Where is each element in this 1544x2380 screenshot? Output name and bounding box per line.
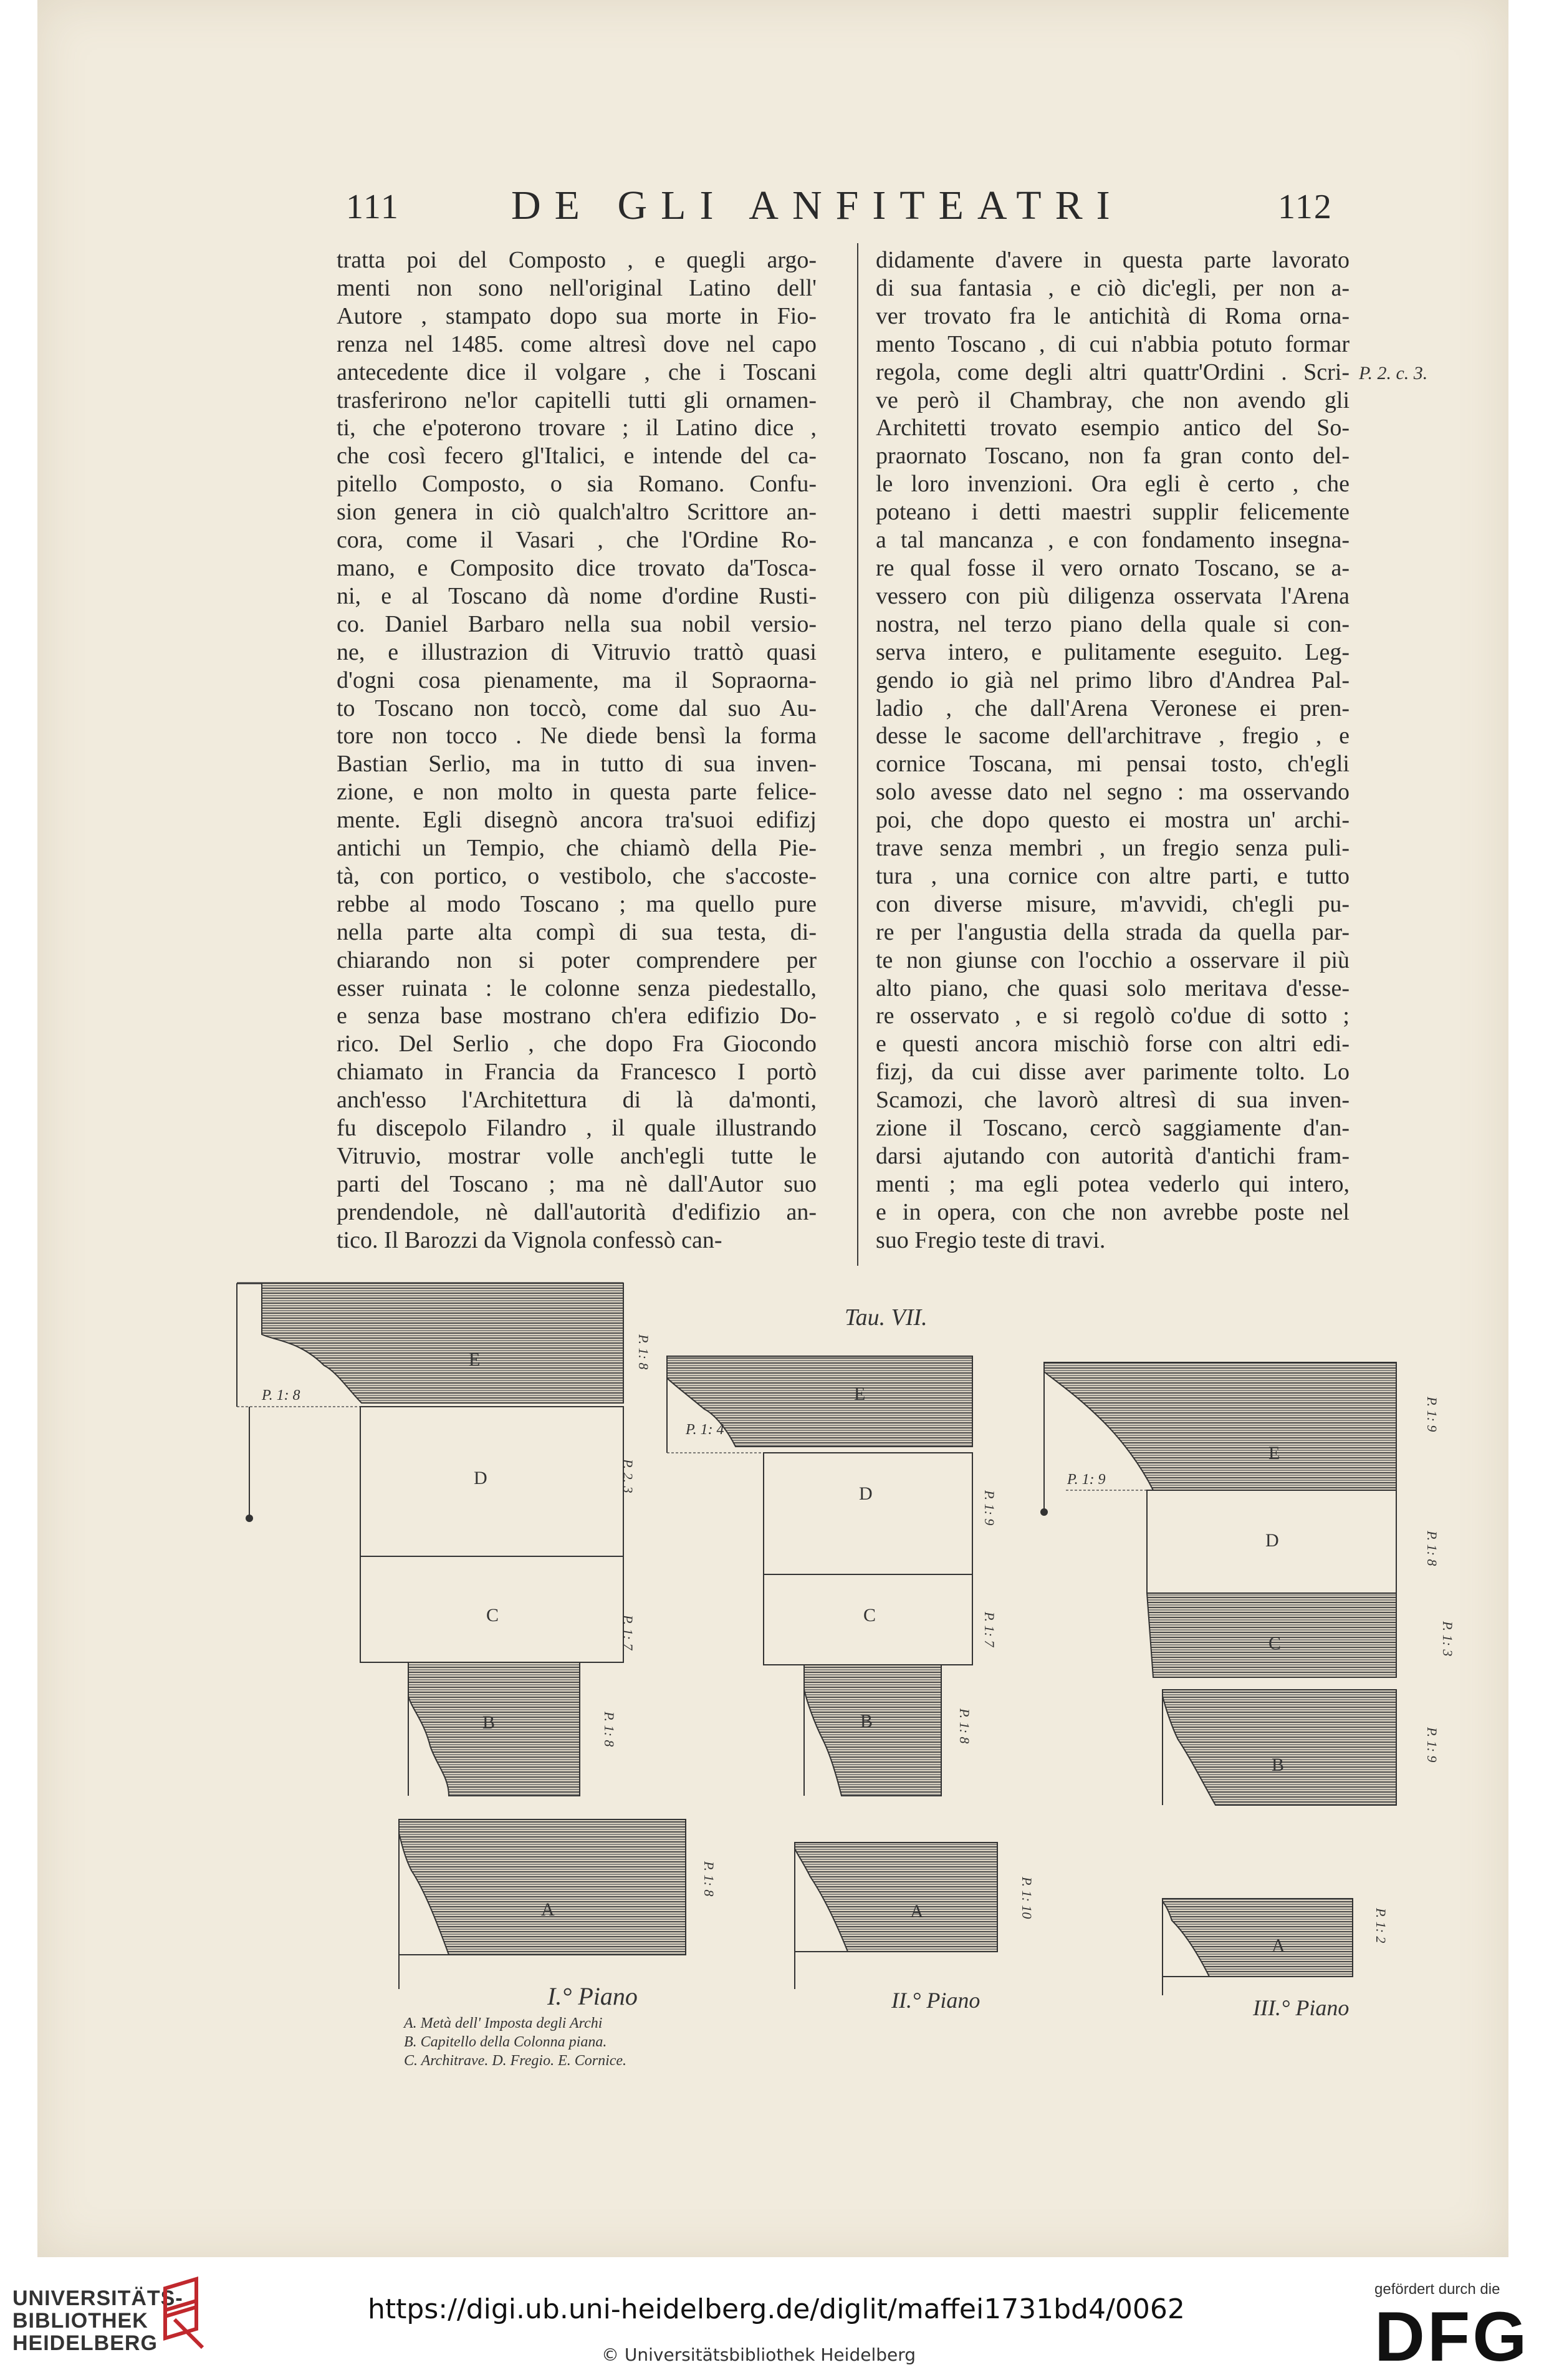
- text-line: re qual fosse il vero ornato Toscano, se a-: [876, 554, 1350, 581]
- frieze-d-block: [360, 1407, 623, 1556]
- text-line: esser ruinata : le colonne senza piedestallo,: [337, 975, 817, 1001]
- dimension-label: P. 1: 8: [262, 1387, 300, 1404]
- text-line: chiamato in Francia da Francesco I portò: [337, 1059, 817, 1086]
- text-line: vessero con più diligenza osservata l'Arena: [876, 582, 1350, 609]
- text-line: che così fecero gl'Italici, e intende del ca-: [337, 443, 817, 470]
- text-line: gendo io già nel primo libro d'Andrea Pal-: [876, 667, 1350, 693]
- label-e: E: [469, 1349, 481, 1370]
- label-b: B: [482, 1712, 496, 1733]
- text-line: e in opera, con che non avrebbe poste nel: [876, 1198, 1350, 1225]
- level-label-first: I.° Piano: [547, 1982, 638, 2010]
- dimension-label: P. 1: 8: [701, 1861, 717, 1897]
- text-line: regola, come degli altri quattr'Ordini . Scri-: [876, 359, 1350, 385]
- margin-note: P. 2. c. 3.: [1359, 363, 1428, 383]
- order-profile-first-level: [237, 1283, 717, 1989]
- dimension-label: P. 1: 8: [957, 1708, 972, 1744]
- text-line: ve però il Chambray, che non avendo gli: [876, 387, 1350, 413]
- text-line: fizj, da cui disse aver parimente tolto. Lo: [876, 1059, 1350, 1086]
- label-b: B: [860, 1711, 873, 1732]
- text-line: ver trovato fra le antichità di Roma orna-: [876, 302, 1350, 329]
- text-line: tà, con portico, o vestibolo, che s'accoste-: [337, 862, 817, 889]
- text-line: sion genera in ciò qualch'altro Scrittore an-: [337, 499, 817, 526]
- library-name-line: UNIVERSITÄTS-: [12, 2286, 183, 2310]
- text-line: rico. Del Serlio , che dopo Fra Giocondo: [337, 1031, 817, 1058]
- library-name-line: HEIDELBERG: [12, 2331, 158, 2355]
- text-line: poi, che dopo questo ei mostra un' archi-: [876, 807, 1350, 834]
- text-line: suo Fregio teste di travi.: [876, 1226, 1106, 1253]
- order-profile-third-level: [1040, 1362, 1455, 1995]
- dimension-label: P. 1: 9: [1424, 1397, 1440, 1432]
- text-line: mano, e Composito dice trovato da'Tosca-: [337, 554, 817, 581]
- cornice-e-profile: [262, 1283, 623, 1403]
- text-line: praornato Toscano, non fa gran conto del-: [876, 443, 1350, 470]
- text-line: antecedente dice il volgare , che i Toscani: [337, 359, 817, 385]
- library-logo-icon[interactable]: [159, 2276, 209, 2351]
- label-d: D: [859, 1483, 873, 1504]
- text-line: tico. Il Barozzi da Vignola confessò can-: [337, 1226, 722, 1253]
- label-e: E: [854, 1384, 866, 1404]
- text-line: zione, e non molto in questa parte felice-: [337, 779, 817, 806]
- text-line: re per l'angustia della strada da quella par-: [876, 918, 1350, 945]
- text-line: Bastian Serlio, ma in tutto di sua inven-: [337, 751, 817, 778]
- left-page-number: 111: [346, 188, 400, 226]
- dimension-label: P. 1: 9: [1067, 1472, 1106, 1488]
- text-line: e questi ancora mischiò forse con altri edi-: [876, 1031, 1350, 1058]
- text-line: con diverse misure, m'avvidi, ch'egli pu-: [876, 890, 1350, 917]
- text-line: e senza base mostrano ch'era edifizio Do-: [337, 1003, 817, 1029]
- dimension-label: P. 1: 10: [1019, 1877, 1035, 1919]
- dimension-label: P. 1: 4: [686, 1422, 724, 1438]
- right-page-number: 112: [1278, 188, 1333, 226]
- level-label-third: III.° Piano: [1253, 1995, 1350, 2020]
- text-line: mento Toscano , di cui n'abbia potuto formar: [876, 330, 1350, 357]
- library-logo-text[interactable]: [12, 2287, 183, 2354]
- text-line: poteano i detti maestri supplir felicemente: [876, 499, 1350, 526]
- dimension-label: P. 1: 9: [982, 1490, 997, 1526]
- label-d: D: [1265, 1530, 1279, 1551]
- text-line: tura , una cornice con altre parti, e tutto: [876, 862, 1350, 889]
- text-line: nostra, nel terzo piano della quale si con-: [876, 610, 1350, 637]
- text-line: di sua fantasia , e ciò dic'egli, per non a-: [876, 274, 1350, 301]
- text-line: menti non sono nell'original Latino dell': [337, 274, 817, 301]
- text-line: didamente d'avere in questa parte lavorato: [876, 247, 1350, 273]
- text-line: ti, che e'poterono trovare ; il Latino dice ,: [337, 415, 817, 441]
- text-line: tratta poi del Composto , e quegli argo-: [337, 247, 817, 273]
- text-line: mente. Egli disegnò ancora tra'suoi edifizj: [337, 807, 817, 834]
- dimension-label: P. 1: 8: [1424, 1531, 1440, 1566]
- frieze-d-block: [764, 1453, 972, 1574]
- level-label-second: II.° Piano: [891, 1988, 981, 2013]
- text-line: zione il Toscano, cercò saggiamente d'an-: [876, 1115, 1350, 1142]
- dimension-label: P. 1: 3: [1440, 1621, 1455, 1657]
- text-line: cornice Toscana, mi pensai tosto, ch'egli: [876, 751, 1350, 778]
- text-line: fu discepolo Filandro , il quale illustrando: [337, 1115, 817, 1142]
- text-line: prendendole, nè dall'autorità d'edifizio an-: [337, 1198, 817, 1225]
- capital-b-profile: [1163, 1690, 1396, 1805]
- dimension-label: P. 1: 8: [602, 1712, 617, 1747]
- text-line: Scamozi, che lavorò altresì di sua inven-: [876, 1087, 1350, 1114]
- text-line: serva intero, e pulitamente eseguito. Leg-: [876, 638, 1350, 665]
- text-line: rebbe al modo Toscano ; ma quello pure: [337, 890, 817, 917]
- order-profile-second-level: [667, 1356, 1035, 1989]
- label-d: D: [474, 1468, 487, 1488]
- label-c: C: [863, 1605, 876, 1626]
- dimension-label: P. 1: 7: [620, 1615, 636, 1650]
- text-line: ne, e illustrazion di Vitruvio trattò quasi: [337, 638, 817, 665]
- library-name-line: BIBLIOTHEK: [12, 2309, 148, 2333]
- text-line: cora, come il Vasari , che l'Ordine Ro-: [337, 527, 817, 554]
- text-line: ni, e al Toscano dà nome d'ordine Rusti-: [337, 582, 817, 609]
- plate-legend-line: A. Metà dell' Imposta degli Archi: [404, 2015, 603, 2031]
- dimension-label: P. 1: 2: [1373, 1908, 1389, 1944]
- text-line: alto piano, che quasi solo meritava d'esse-: [876, 975, 1350, 1001]
- impost-a-profile: [1163, 1899, 1353, 1977]
- label-b: B: [1272, 1755, 1285, 1775]
- plate-legend-line: C. Architrave. D. Fregio. E. Cornice.: [404, 2053, 627, 2069]
- text-line: trave senza membri , un fregio senza puli-: [876, 835, 1350, 862]
- funding-note: gefördert durch die: [1374, 2281, 1500, 2298]
- text-line: darsi ajutando con autorità d'antichi fram-: [876, 1143, 1350, 1169]
- text-line: parti del Toscano ; ma nè dall'Autor suo: [337, 1170, 817, 1197]
- text-line: te non giunse con l'occhio a osservare il più: [876, 947, 1350, 973]
- text-line: menti ; ma egli potea vederlo qui intero,: [876, 1170, 1350, 1197]
- text-line: a tal mancanza , e con fondamento insegna-: [876, 527, 1350, 554]
- dimension-label: P. 2. 3: [620, 1459, 636, 1493]
- text-line: to Toscano non toccò, come dal suo Au-: [337, 695, 817, 721]
- permalink-url[interactable]: https://digi.ub.uni-heidelberg.de/diglit/maffei1731bd4/0062: [368, 2293, 1185, 2325]
- text-line: pitello Composto, o sia Romano. Confu-: [337, 471, 817, 498]
- text-line: anch'esso l'Architettura di là da'monti,: [337, 1087, 817, 1114]
- text-line: le loro invenzioni. Ora egli è certo , che: [876, 471, 1350, 498]
- label-a: A: [910, 1901, 924, 1922]
- text-line: antichi un Tempio, che chiamò della Pie-: [337, 835, 817, 862]
- text-line: d'ogni cosa pienamente, ma il Sopraorna-: [337, 667, 817, 693]
- text-line: chiarando non si poter comprendere per: [337, 947, 817, 973]
- label-e: E: [1268, 1443, 1280, 1463]
- text-line: Autore , stampato dopo sua morte in Fio-: [337, 302, 817, 329]
- text-line: re osservato , e si regolò co'due di sotto ;: [876, 1003, 1350, 1029]
- label-a: A: [1272, 1935, 1285, 1956]
- dimension-label: P. 1: 9: [1424, 1727, 1440, 1763]
- running-head-title: DE GLI ANFITEATRI: [511, 183, 1124, 228]
- dimension-label: P. 1: 7: [982, 1612, 997, 1647]
- text-line: renza nel 1485. come altresì dove nel capo: [337, 330, 817, 357]
- text-line: solo avesse dato nel segno : ma osservando: [876, 779, 1350, 806]
- dfg-logo[interactable]: DFG: [1374, 2298, 1530, 2376]
- impost-a-profile: [795, 1843, 997, 1952]
- plate-legend-line: B. Capitello della Colonna piana.: [404, 2034, 607, 2050]
- text-line: desse le sacome dell'architrave , fregio , e: [876, 723, 1350, 749]
- impost-a-profile: [399, 1819, 686, 1955]
- text-line: tore non tocco . Ne diede bensì la forma: [337, 723, 817, 749]
- dimension-label: P. 1: 8: [636, 1334, 651, 1370]
- label-c: C: [486, 1605, 499, 1626]
- text-line: co. Daniel Barbaro nella sua nobil versio-: [337, 610, 817, 637]
- label-c: C: [1268, 1633, 1282, 1654]
- text-line: trasferirono ne'lor capitelli tutti gli ornamen-: [337, 387, 817, 413]
- text-line: nella parte alta compì di sua testa, di-: [337, 918, 817, 945]
- copyright-notice: © Universitätsbibliothek Heidelberg: [602, 2344, 916, 2365]
- text-line: Architetti trovato esempio antico del So-: [876, 415, 1350, 441]
- label-a: A: [541, 1899, 555, 1920]
- text-line: ladio , che dall'Arena Veronese ei pren-: [876, 695, 1350, 721]
- plate-title: Tau. VII.: [845, 1304, 928, 1331]
- text-line: Vitruvio, mostrar volle anch'egli tutte le: [337, 1143, 817, 1169]
